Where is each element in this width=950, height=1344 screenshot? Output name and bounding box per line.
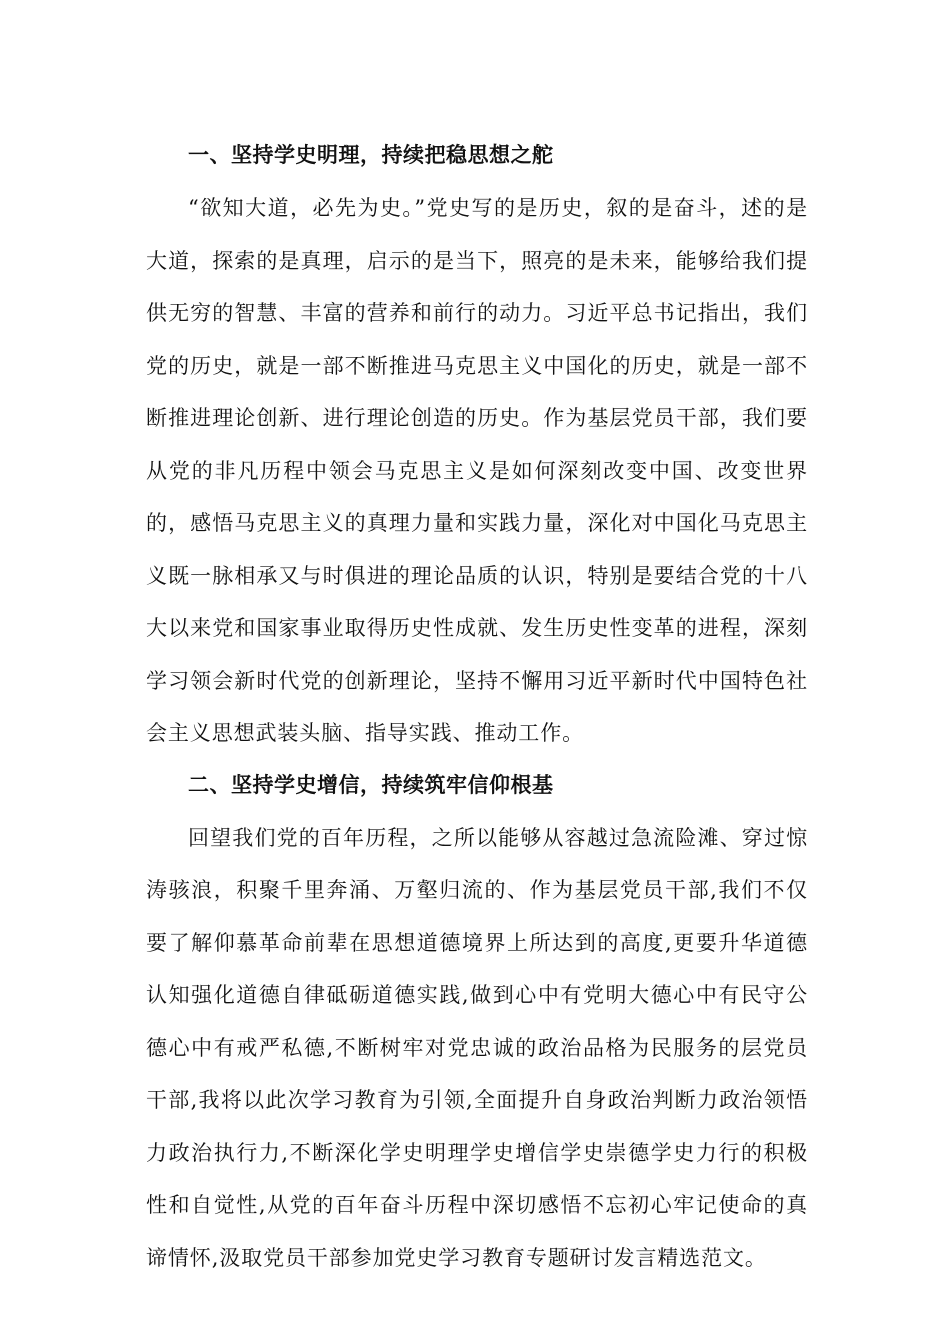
section2-body: 回望我们党的百年历程，之所以能够从容越过急流险滩、穿过惊涛骇浪，积聚千里奔涌、万壑归流的、作为基层党员干部,我们不仅要了解仰慕革命前辈在思想道德境界上所达到的高度,更要升华道德认知强化道德自律砥砺道德实践,做到心中有党明大德心中有民守公德心中有戒严私德,不断树牢对党忠诚的政治品格为民服务的层党员干部,我将以此次学习教育为引领,全面提升自身政治判断力政治领悟力政治执行力,不断深化学史明理学史增信学史崇德学史力行的积极性和自觉性,从党的百年奋斗历程中深切感悟不忘初心牢记使命的真谛情怀,汲取党员干部参加党史学习教育专题研讨发言精选范文。 [146,825,808,1270]
section2-heading: 二、坚持学史增信，持续筑牢信仰根基 [188,772,554,797]
section1-heading: 一、坚持学史明理，持续把稳思想之舵 [188,143,554,167]
section1-body: “欲知大道，必先为史。”党史写的是历史，叙的是奋斗，述的是大道，探索的是真理，启示的是当下，照亮的是未来，能够给我们提供无穷的智慧、丰富的营养和前行的动力。习近平总书记指出，我们党的历史，就是一部不断推进马克思主义中国化的历史，就是一部不断推进理论创新、进行理论创造的历史。作为基层党员干部，我们要从党的非凡历程中领会马克思主义是如何深刻改变中国、改变世界的，感悟马克思主义的真理力量和实践力量，深化对中国化马克思主义既一脉相承又与时俱进的理论品质的认识，特别是要结合党的十八大以来党和国家事业取得历史性成就、发生历史性变革的进程，深刻学习领会新时代党的创新理论，坚持不懈用习近平新时代中国特色社会主义思想武装头脑、指导实践、推动工作。 [146,196,808,745]
document-page [146,130,808,1284]
